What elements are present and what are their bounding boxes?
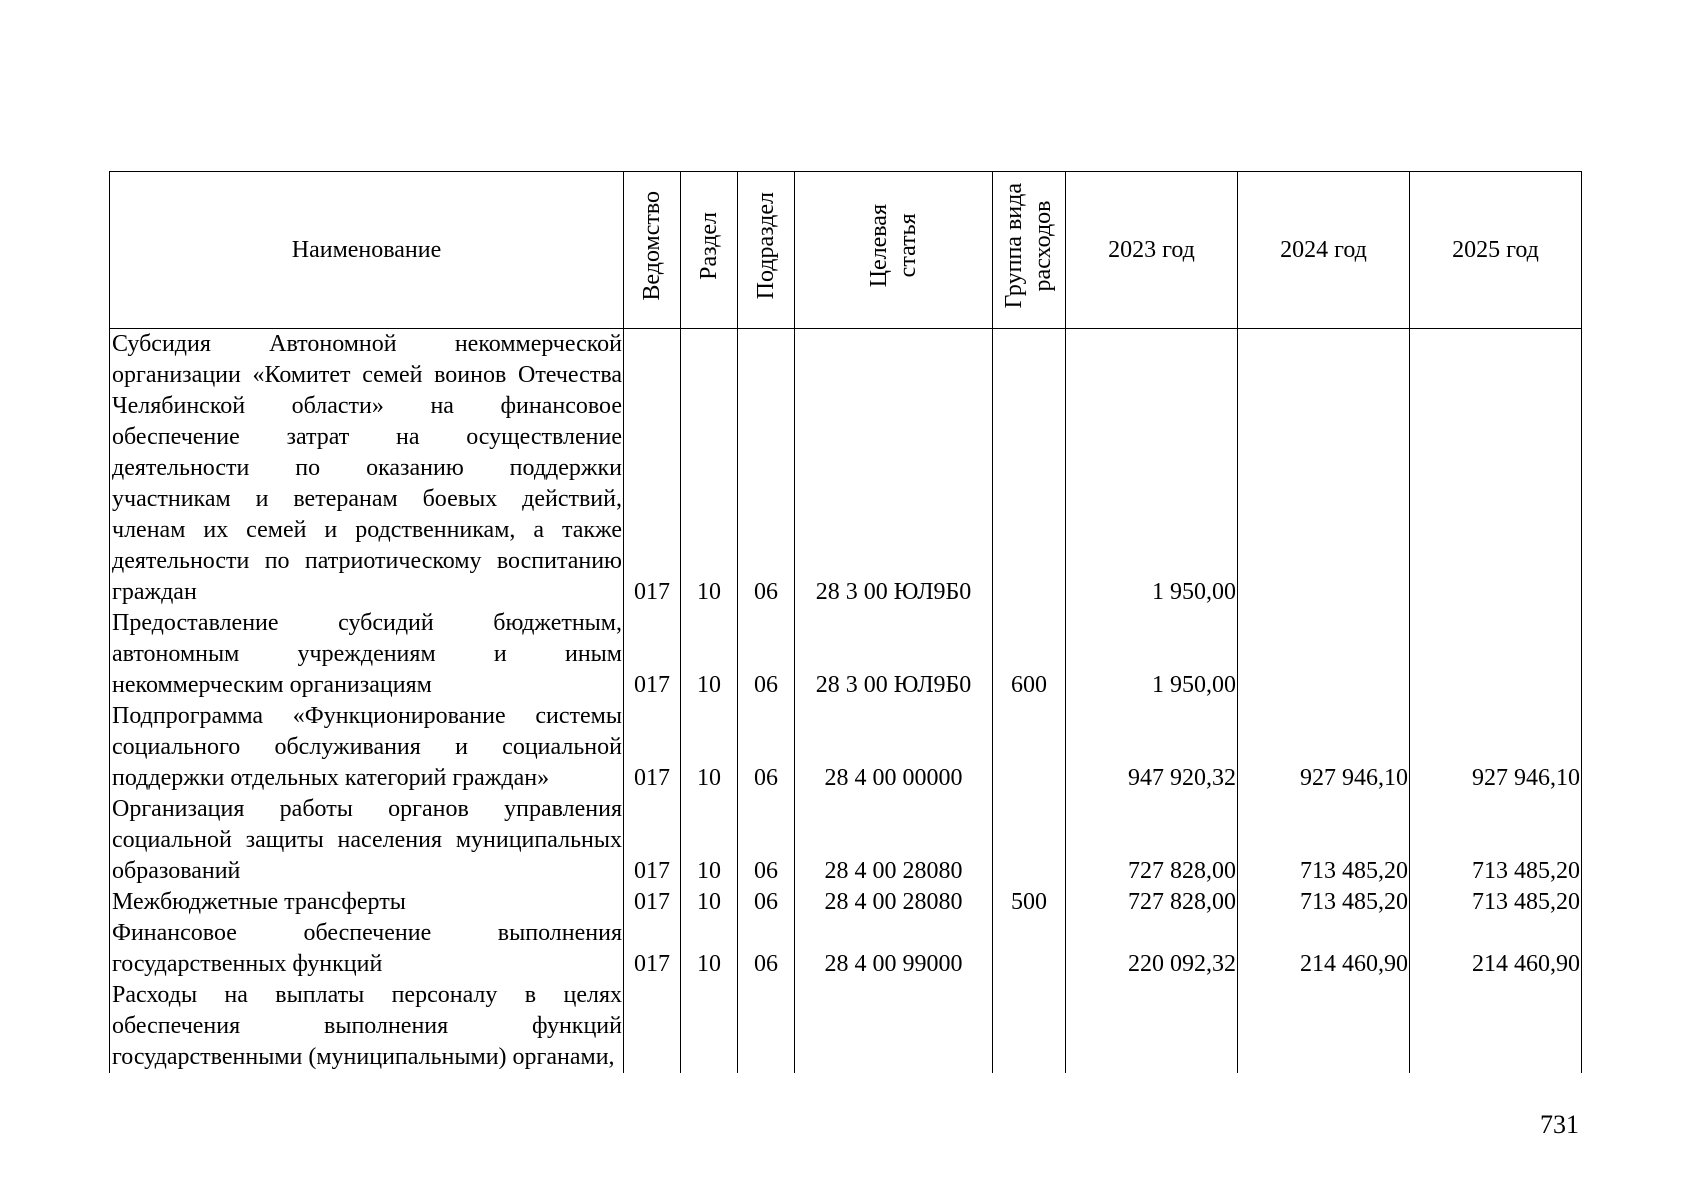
row-razdel: 10 — [681, 701, 738, 794]
row-2025 — [1410, 329, 1582, 609]
row-2024: 214 460,90 — [1238, 918, 1410, 980]
row-razdel: 10 — [681, 329, 738, 609]
row-celevaya: 28 4 00 00000 — [795, 701, 993, 794]
row-podrazdel: 06 — [738, 887, 795, 918]
row-name: Субсидия Автономной некоммерческой организации «Комитет семей воинов Отечества Челябинской области» на финансовое обеспечение затрат на осуществление деятельности по оказанию поддержки участникам и ветеранам боевых действий, членам их семей и родственникам, а также деятельности по патриотическому воспитанию граждан — [110, 329, 624, 609]
header-vedomstvo: Ведомство — [624, 172, 681, 329]
row-vedomstvo: 017 — [624, 329, 681, 609]
header-gruppa-vida-rashodov: Группа вида расходов — [993, 172, 1066, 329]
row-vedomstvo: 017 — [624, 887, 681, 918]
table-row — [110, 918, 1582, 980]
header-name: Наименование — [110, 172, 624, 329]
row-razdel: 10 — [681, 794, 738, 887]
row-2023: 1 950,00 — [1066, 608, 1238, 701]
row-celevaya: 28 3 00 ЮЛ9Б0 — [795, 608, 993, 701]
row-name: Подпрограмма «Функционирование системы социального обслуживания и социальной поддержки отдельных категорий граждан» — [110, 701, 624, 794]
row-name: Расходы на выплаты персоналу в целях обеспечения выполнения функций государственными (муниципальными) органами, — [110, 980, 624, 1073]
row-gruppa: 600 — [993, 608, 1066, 701]
row-podrazdel — [738, 980, 795, 1073]
row-celevaya: 28 4 00 28080 — [795, 887, 993, 918]
row-2024 — [1238, 329, 1410, 609]
table-row — [110, 980, 1582, 1073]
table-row — [110, 701, 1582, 794]
header-row — [110, 172, 1582, 329]
row-name: Финансовое обеспечение выполнения государственных функций — [110, 918, 624, 980]
row-name: Предоставление субсидий бюджетным, автономным учреждениям и иным некоммерческим организациям — [110, 608, 624, 701]
row-2024 — [1238, 980, 1410, 1073]
row-gruppa — [993, 794, 1066, 887]
budget-table — [109, 171, 1582, 1073]
row-2025: 214 460,90 — [1410, 918, 1582, 980]
row-celevaya — [795, 980, 993, 1073]
row-vedomstvo — [624, 980, 681, 1073]
row-2024 — [1238, 608, 1410, 701]
row-name: Межбюджетные трансферты — [110, 887, 624, 918]
row-gruppa — [993, 980, 1066, 1073]
row-razdel: 10 — [681, 918, 738, 980]
page-number: 731 — [1540, 1110, 1579, 1139]
row-celevaya: 28 4 00 99000 — [795, 918, 993, 980]
row-podrazdel: 06 — [738, 701, 795, 794]
row-razdel — [681, 980, 738, 1073]
row-podrazdel: 06 — [738, 918, 795, 980]
header-podrazdel: Подраздел — [738, 172, 795, 329]
budget-table-wrapper — [109, 171, 1581, 1096]
row-name: Организация работы органов управления социальной защиты населения муниципальных образований — [110, 794, 624, 887]
header-celevaya-statya: Целевая статья — [795, 172, 993, 329]
row-vedomstvo: 017 — [624, 918, 681, 980]
row-razdel: 10 — [681, 887, 738, 918]
header-2025: 2025 год — [1410, 172, 1582, 329]
row-gruppa — [993, 918, 1066, 980]
row-2024: 713 485,20 — [1238, 794, 1410, 887]
row-2023: 947 920,32 — [1066, 701, 1238, 794]
row-2023: 220 092,32 — [1066, 918, 1238, 980]
row-2025 — [1410, 608, 1582, 701]
row-2024: 927 946,10 — [1238, 701, 1410, 794]
row-2025: 713 485,20 — [1410, 794, 1582, 887]
row-2023: 727 828,00 — [1066, 794, 1238, 887]
table-row — [110, 887, 1582, 918]
row-celevaya: 28 4 00 28080 — [795, 794, 993, 887]
header-razdel: Раздел — [681, 172, 738, 329]
row-2025: 927 946,10 — [1410, 701, 1582, 794]
header-2023: 2023 год — [1066, 172, 1238, 329]
row-vedomstvo: 017 — [624, 794, 681, 887]
row-podrazdel: 06 — [738, 794, 795, 887]
row-podrazdel: 06 — [738, 329, 795, 609]
row-gruppa — [993, 329, 1066, 609]
row-podrazdel: 06 — [738, 608, 795, 701]
row-vedomstvo: 017 — [624, 608, 681, 701]
row-gruppa: 500 — [993, 887, 1066, 918]
table-header — [110, 172, 1582, 329]
table-row — [110, 329, 1582, 609]
row-2025 — [1410, 980, 1582, 1073]
table-body — [110, 329, 1582, 1074]
row-2025: 713 485,20 — [1410, 887, 1582, 918]
row-vedomstvo: 017 — [624, 701, 681, 794]
row-celevaya: 28 3 00 ЮЛ9Б0 — [795, 329, 993, 609]
row-2024: 713 485,20 — [1238, 887, 1410, 918]
header-2024: 2024 год — [1238, 172, 1410, 329]
row-2023: 727 828,00 — [1066, 887, 1238, 918]
row-gruppa — [993, 701, 1066, 794]
row-2023 — [1066, 980, 1238, 1073]
table-row — [110, 608, 1582, 701]
table-row — [110, 794, 1582, 887]
row-2023: 1 950,00 — [1066, 329, 1238, 609]
row-razdel: 10 — [681, 608, 738, 701]
